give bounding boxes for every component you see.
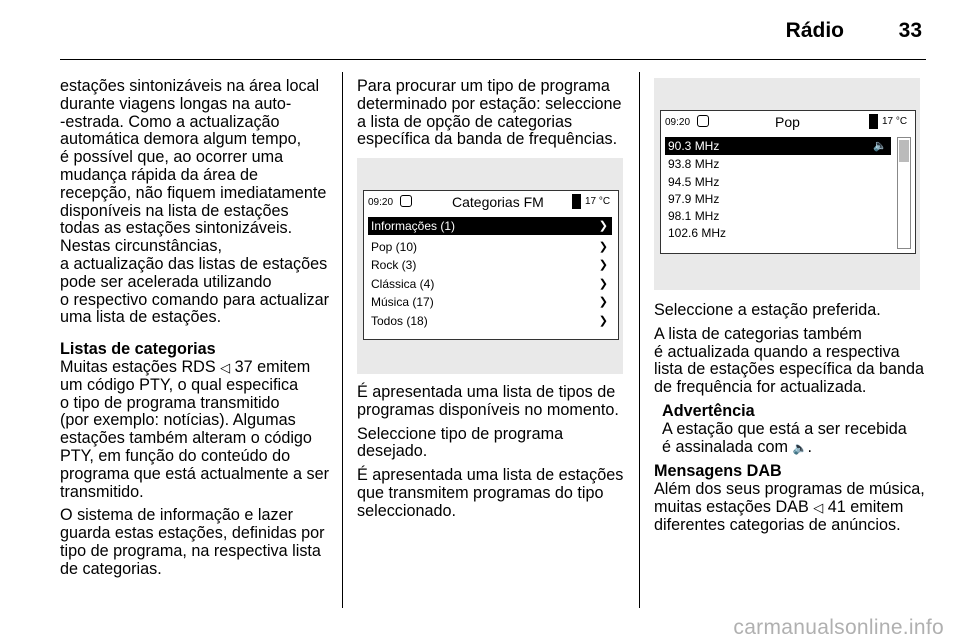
status-bar: [364, 191, 618, 213]
paragraph: É apresentada uma lista de tipos de programas disponíveis no momento.: [357, 383, 619, 419]
screen-figure-categories: [357, 158, 623, 374]
chevron-right-icon: ❯: [598, 259, 608, 271]
chevron-right-icon: ❯: [598, 315, 608, 327]
watermark: carmanualsonline.info: [733, 616, 944, 639]
page-title: Rádio: [785, 19, 844, 42]
page-reference-icon: ◁: [813, 499, 824, 515]
status-bar: [661, 111, 915, 133]
paragraph: Seleccione tipo de programa desejado.: [357, 424, 564, 461]
note-box: Advertência A estação que está a ser recebida é assinalada com 🔈.: [654, 403, 930, 457]
list-item[interactable]: 97.9 MHz: [668, 192, 720, 206]
speaker-icon: 🔈: [792, 440, 808, 455]
paragraph: Além dos seus programas de música, muitas estações DAB ◁ 41 emitem diferentes categorias de anúncios.: [654, 480, 925, 534]
list-item[interactable]: Todos (18) ❯: [371, 314, 608, 328]
chevron-right-icon: ❯: [598, 278, 608, 290]
paragraph: A lista de categorias também é actualizada quando a respectiva lista de estações específica da banda de frequência for actualizada.: [654, 324, 924, 397]
list-item[interactable]: 102.6 MHz: [668, 226, 727, 240]
column-divider: [639, 72, 640, 608]
speaker-icon: 🔈: [873, 140, 887, 152]
section-heading: Listas de categorias: [60, 340, 216, 359]
list-item[interactable]: Rock (3) ❯: [371, 258, 608, 272]
chevron-right-icon: ❯: [598, 296, 608, 308]
radio-display: [363, 190, 619, 340]
screen-figure-stations: [654, 78, 920, 290]
mode-icon: [400, 195, 412, 207]
scrollbar-thumb[interactable]: [899, 140, 909, 162]
temperature: 17 °C: [882, 116, 908, 127]
list-item[interactable]: 93.8 MHz: [668, 157, 720, 171]
list-item[interactable]: Clássica (4) ❯: [371, 277, 608, 291]
chevron-right-icon: ❯: [598, 220, 608, 232]
paragraph: É apresentada uma lista de estações que transmitem programas do tipo seleccionado.: [357, 466, 624, 520]
column-2: [357, 78, 633, 155]
paragraph: Muitas estações RDS ◁ 37 emitem um código PTY, o qual especifica o tipo de programa transmitido (por exemplo: notícias). Algumas estações também alteram o código PTY, em função do conteúdo do programa que está actualmente a ser transmitido.: [60, 357, 330, 501]
column-divider: [342, 72, 343, 608]
paragraph: Para procurar um tipo de programa determinado por estação: seleccione a lista de opção de categorias específica da banda de frequências.: [357, 77, 622, 149]
clock: 09:20: [665, 117, 691, 128]
list-item[interactable]: Informações (1) ❯: [368, 217, 612, 235]
screen-title: Categorias FM: [452, 194, 544, 210]
section-heading: Mensagens DAB: [654, 462, 782, 481]
list-item[interactable]: Pop (10) ❯: [371, 240, 608, 254]
note-title: Advertência: [662, 401, 755, 420]
chevron-right-icon: ❯: [598, 241, 608, 253]
page-reference-icon: ◁: [220, 359, 231, 375]
temperature-icon: [572, 194, 581, 209]
scrollbar[interactable]: [897, 137, 911, 249]
page-header: [60, 0, 926, 60]
page-number: 33: [898, 19, 922, 42]
list-item[interactable]: 94.5 MHz: [668, 175, 720, 189]
screen-title: Pop: [775, 114, 800, 130]
temperature-icon: [869, 114, 878, 129]
mode-icon: [697, 115, 709, 127]
column-1: [60, 78, 336, 585]
paragraph: O sistema de informação e lazer guarda estas estações, definidas por tipo de programa, na respectiva lista de categorias.: [60, 506, 325, 578]
list-item[interactable]: 90.3 MHz 🔈: [665, 137, 891, 155]
temperature: 17 °C: [585, 196, 611, 207]
clock: 09:20: [368, 197, 394, 208]
paragraph: estações sintonizáveis na área local durante viagens longas na auto- -estrada. Como a actualização automática demora algum tempo, é possível que, ao ocorrer uma mudança rápida da área de recepção, não fiquem imediatamente disponíveis na lista de estações todas as estações sintonizáveis. Nestas circunstâncias, a actualização das listas de estações pode ser acelerada utilizando o respectivo comando para actualizar uma lista de estações.: [60, 77, 330, 327]
list-item[interactable]: 98.1 MHz: [668, 209, 720, 223]
list-item[interactable]: Música (17) ❯: [371, 295, 608, 309]
radio-display: [660, 110, 916, 254]
column-3: [654, 302, 930, 541]
column-2-lower: [357, 384, 633, 527]
paragraph: Seleccione a estação preferida.: [654, 301, 881, 319]
